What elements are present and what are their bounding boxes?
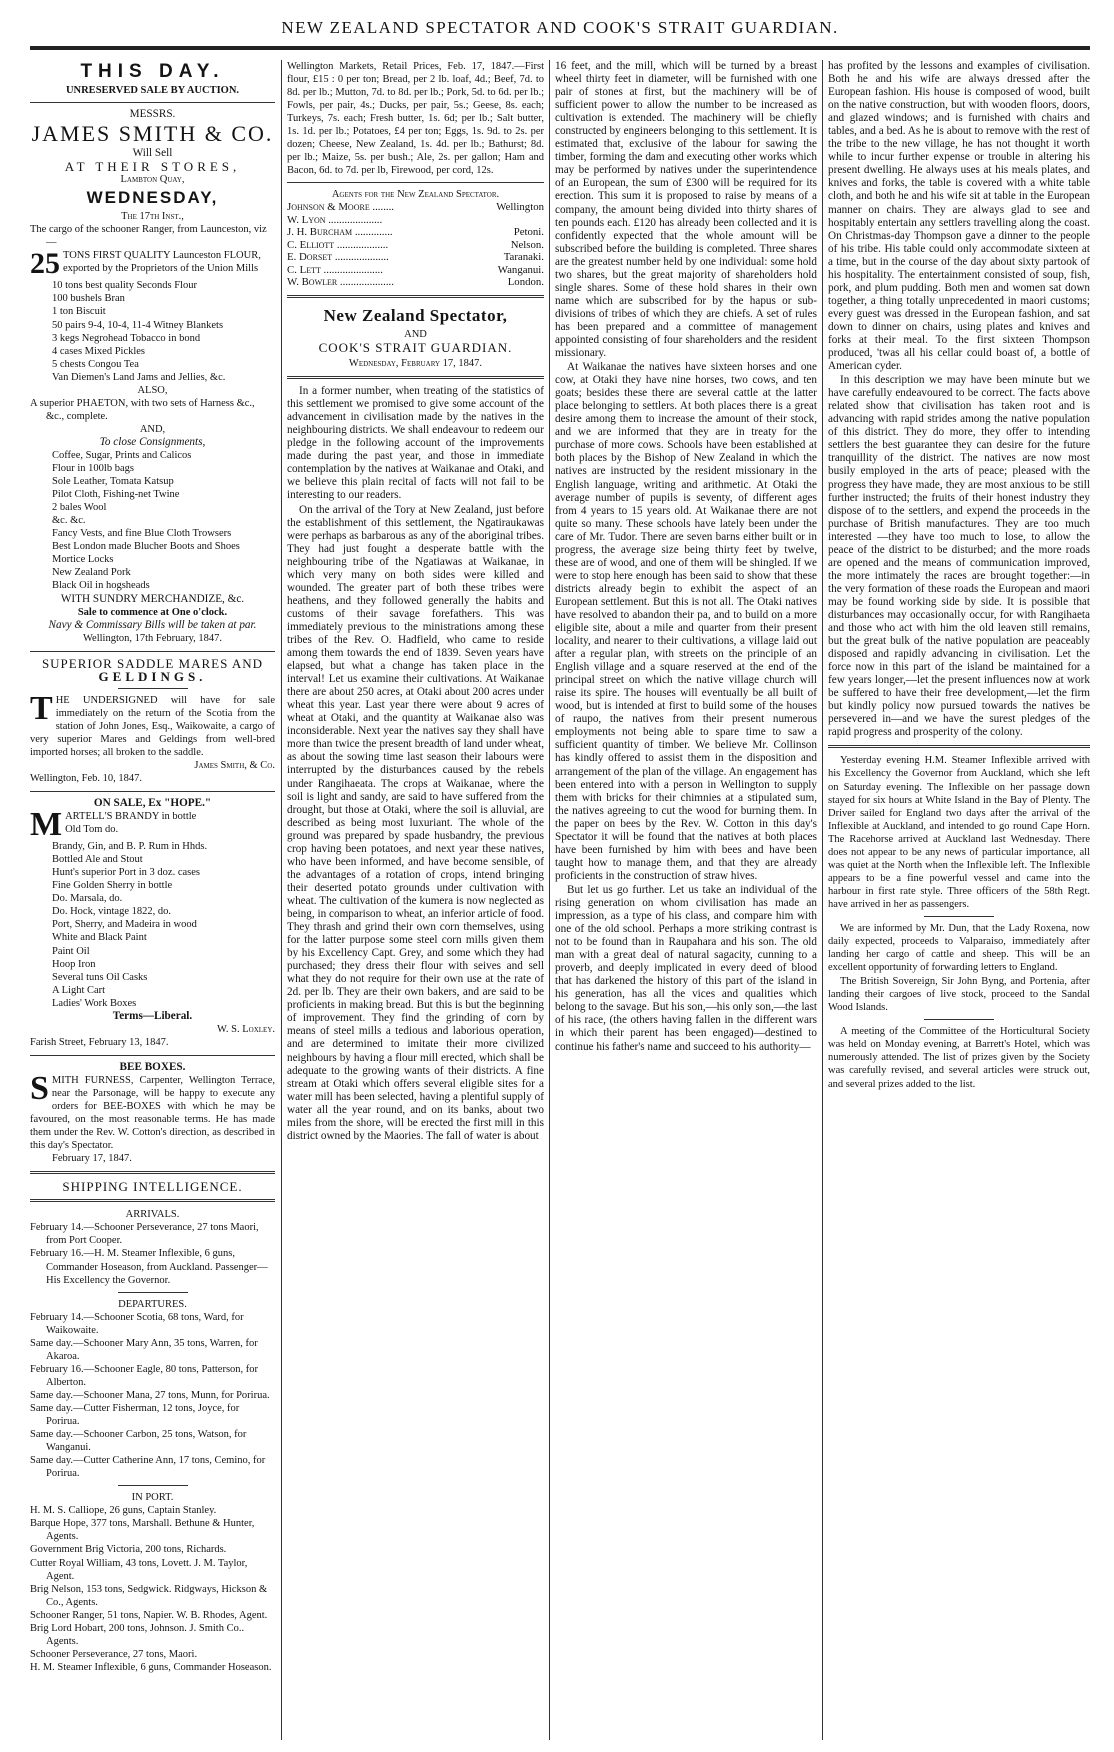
list-item: Ladies' Work Boxes bbox=[52, 997, 137, 1009]
departures-heading: DEPARTURES. bbox=[118, 1298, 187, 1310]
column-3 bbox=[555, 60, 817, 1740]
consignments: To close Consignments, bbox=[99, 435, 206, 448]
table-row: Johnson & Moore ........ Wellington bbox=[287, 201, 544, 214]
signature: W. S. Loxley. bbox=[216, 1023, 275, 1035]
saddle-advert bbox=[30, 657, 275, 785]
saddle-body: HE UNDERSIGNED will have for sale immediately on the return of the Scotia from the station of John Jones, Esq., Waikowaite, a cargo of very superior Mares and Geldings from well-bred imported horses; all broken to the saddle. bbox=[30, 694, 275, 758]
list-item: 1 ton Biscuit bbox=[52, 306, 106, 318]
this-day-heading: THIS DAY. bbox=[80, 61, 225, 82]
bee-title: BEE BOXES. bbox=[119, 1060, 186, 1073]
list-item: Schooner Perseverance, 27 tons, Maori. bbox=[30, 1648, 198, 1660]
list-item: Several tuns Oil Casks bbox=[52, 971, 148, 983]
list-item: Brig Lord Hobart, 200 tons, Johnson. J. Smith Co.. Agents. bbox=[30, 1622, 245, 1647]
masthead: NEW ZEALAND SPECTATOR AND COOK'S STRAIT GUARDIAN. bbox=[281, 18, 839, 37]
signature: James Smith, & Co. bbox=[194, 760, 275, 772]
news-paragraph: A meeting of the Committee of the Horticultural Society was held on Monday evening, at Barrett's Hotel, which was numerously attended. The list of prizes given by the Society was carefully revised, and several articles were struck out, and several prizes added to the list. bbox=[828, 1026, 1090, 1090]
paper-title: New Zealand Spectator, bbox=[323, 305, 508, 325]
column-1 bbox=[30, 60, 275, 1740]
list-item: Do. Hock, vintage 1822, do. bbox=[52, 906, 171, 918]
drop-cap: M bbox=[30, 810, 63, 841]
paper-and: AND bbox=[404, 328, 427, 340]
big-number: 25 bbox=[30, 249, 60, 280]
list-item: Fancy Vests, and fine Blue Cloth Trowsers bbox=[52, 528, 232, 540]
list-item: Fine Golden Sherry in bottle bbox=[52, 880, 173, 892]
list-item: Bottled Ale and Stout bbox=[52, 854, 143, 866]
article-paragraph: has profited by the lessons and examples of civilisation. Both he and his wife are always dressed after the European fashion. His house is composed of wood, built on the native construction, but with wooden floors, doors, and glazed windows; and is furnished with chairs and tables, and a bed. As he is about to remove with the rest of the tribe to the new village, he has not thought it worth while to incur further expense or trouble in altering his present dwelling. He always uses at his meals plates, and knives and forks, the table is covered with a white table cloth, and both he and his wife sit at table in the European manner on chairs. They are always glad to see and hospitably entertain any settlers travelling along the coast. On Christmas-day Thompson gave a dinner to the people of his tribe. His table could only accommodate sixteen at a time, but in the course of the day about sixty partook of his hospitality. The entertainment consisted of soup, fish, pork, and plum pudding. Both men and women sat down together, a thing totally unprecedented in maori customs; every guest was dressed in the European fashion, and sat down to dinner on chairs, using plates and knives and forks at their meal. To the first sixteen Thompson produced, 'twas all his cellar could boast of, a bottle of American cyder. bbox=[828, 60, 1090, 373]
list-item: Same day.—Schooner Mana, 27 tons, Munn, for Porirua. bbox=[30, 1389, 270, 1401]
list-item: 5 chests Congou Tea bbox=[52, 358, 139, 370]
article-paragraph: But let us go further. Let us take an individual of the rising generation on whom civilisation has made an impression, as a type of his class, and compare him with one of the old school. Perhaps a more striking contrast is not to be found than in Raupahara and his son. The old man with a great deal of natural sagacity, cunning to a proverb, and deeply implicated in every deed of blood that has darkened the history of this part of the island in his generation, has all the vices and qualities which belong to the savage. But his son,—his only son,—the last of his race, (the others having fallen in the different wars in which their parent has been engaged)—destined to continue his father's name and succeed to his authority— bbox=[555, 883, 817, 1053]
list-item: ARTELL'S BRANDY in bottle bbox=[65, 811, 197, 823]
news-paragraph: Yesterday evening H.M. Steamer Inflexible arrived with his Excellency the Governor from Auckland, which she left on Saturday evening. The Inflexible on her passage down stayed for six hours at White Island in the Bay of Plenty. The Driver sailed for England two days after the arrival of the Inflexible at Auckland, and intended to go round Cape Horn. The Racehorse arrived at Auckland last Wednesday. There does not appear to be any news of particular importance, all was quiet at the North when the Inflexible left. The Inflexible appears to be a fine powerful vessel and came into the harbour in first rate style. Three officers of the 58th Regt. have arrived in her as passengers. bbox=[828, 755, 1090, 910]
list-item: Flour in 100lb bags bbox=[52, 463, 134, 475]
list-item: Van Diemen's Land Jams and Jellies, &c. bbox=[52, 371, 226, 383]
list-item: Hoop Iron bbox=[52, 958, 96, 970]
list-item: H. M. S. Calliope, 26 guns, Captain Stanley. bbox=[30, 1505, 217, 1517]
list-item: A Light Cart bbox=[52, 984, 106, 996]
hope-title: ON SALE, Ex "HOPE." bbox=[93, 797, 212, 810]
dateline: Farish Street, February 13, 1847. bbox=[30, 1036, 169, 1048]
sale-time: Sale to commence at One o'clock. bbox=[77, 606, 228, 618]
article-paragraph: In this description we may have been minute but we have carefully endeavoured to be correct. The facts above related show that civilisation has taken root and is advancing with rapid strides among the native population of this district. They do more, they offer to intending settlers the best guarantee they can desire for the future tranquillity of the district. The natives are now most busily employed in the arts of peace; pleased with the progress they have made, they are most anxious to be still further instructed; the fruits of their honest industry they dispose of to the settlers, and expend the proceeds in the purchase of British manufactures. They are too much interested —they have too much to lose, to allow the peace of the district to be disturbed; and the more roads are opened and the means of communication improved, the more intimately the races are brought together:—in the very formation of these roads the European and maori may be found working side by side. It is possible that disturbances may occasionally occur, for with Rangihaeta and those who act with him the old leaven still remains, but the great bulk of the native population are peaceably disposed and rapidly advancing in civilisation. Let the force now in this part of the island be maintained for a few years longer,—let the present influences now at work be suffered to have their free development,—let the firm but kindly policy now pursued towards the natives be persevered in—and we have the surest pledges of the rapid progress and prosperity of the colony. bbox=[828, 374, 1090, 739]
firm-name: JAMES SMITH & CO. bbox=[31, 121, 274, 147]
unreserved-sale: UNRESERVED SALE BY AUCTION. bbox=[65, 85, 240, 96]
list-item: February 14.—Schooner Scotia, 68 tons, Ward, for Waikowaite. bbox=[30, 1311, 244, 1336]
shipping-intelligence bbox=[30, 1180, 275, 1674]
weekday: WEDNESDAY, bbox=[86, 188, 219, 208]
article-paragraph: At Waikanae the natives have sixteen horses and one cow, at Otaki they have nine horses, two cows, and ten goats; besides these there are several cattle at the latter place belonging to settlers. At both places there is a great desire among them to increase the amount of their stock, and we are informed that they are in treaty for the purchase of more cows. Schools have been established at both places by the Bishop of New Zealand in which the natives are instructed by the resident missionary in the English language, writing and arithmetic. At Otaki the average number of pupils is seventy, of different ages from 4 years to 15 years old. At Waikanae there are not quite so many. These schools have lately been under the care of Mr. Tudor. There are seven barns either built or in progress, the average size being thirty feet by twelve, these are of wood, and one of them will be shingled. If we were to stop here enough has been said to show that these districts already begin to exhibit the aspect of an European settlement. But this is not all. The Otaki natives have resolved to abandon their pa, and to build on a more eligible site, about a mile and quarter from their present locality, and nearer to their cultivations, a village laid out after a regular plan, with streets on the principle of an English village and a square reserved at the end of the principal street on which the native village church will raise its spire. The houses will eventually be all built of wood, but is intended at first to build some of the houses of raupo, the natives from their present numerous employments not being able to spare time to saw a sufficient quantity of timber. We believe Mr. Collinson has kindly offered to assist them in the disposition and arrangement of the plan of the village. An engagement has been entered into with a person in Wellington to supply them with bricks for their chimnies at a stipulated sum, the natives agreeing to cut the wood for burning them. In the paper on bees by the Rev. W. Cotton in this day's Spectator it will be found that the natives at both places have been furnished by him with bees and have been taught how to manage them, and that they are already proficients in the construction of straw hives. bbox=[555, 361, 817, 882]
list-item: White and Black Paint bbox=[52, 932, 147, 944]
list-item: 3 kegs Negrohead Tobacco in bond bbox=[52, 332, 201, 344]
column-2 bbox=[287, 60, 544, 1740]
list-item: Old Tom do. bbox=[65, 824, 119, 836]
column-divider bbox=[281, 60, 282, 1740]
flour-line: TONS FIRST QUALITY Launceston FLOUR, exported by the Proprietors of the Union Mills bbox=[63, 250, 261, 275]
consignment-list bbox=[30, 449, 275, 593]
drop-cap: T bbox=[30, 689, 53, 727]
article-paragraph: On the arrival of the Tory at New Zealand, just before the establishment of this settlement, the Ngatiraukawas were perhaps as barbarous as any of the aboriginal tribes. They had just fought a desperate battle with the neighbouring tribe of the Ngatiawas at Waikanae, in which very many on both sides were killed and wounded. The greater part of both these tribes were heathens, and they followed generally the habits and customs of their savage forefathers. This was immediately previous to the ministrations among these tribes of the Rev. O. Hadfield, who came to reside among them towards the end of 1839. Seven years have elapsed, but what a change has taken place in the interval! Let us examine their cultivations. At Waikanae there are about 250 acres, at Otaki about 200 acres under wheat this year. Last year there were about 9 acres of wheat at Otaki, and the quantity at Waikanae also was inconsiderable. Next year the natives say they shall have more than twice the present breadth of land under wheat, as about the sowing time last season their labours were interrupted by the disturbances caused by the rebels under Rangihaeata. The crops at Waikanae, where the soil is light and sandy, are said to have suffered from the drought, but those at Otaki, where the soil is alluvial, are described as being most luxuriant. The whole of the ground was prepared by spade husbandry, the previous crop having been potatoes, and next year these natives, who have been informed, and have become sensible, of the advantages of a rotation of crops, intend bringing their deserted potato grounds under cultivation with wheat. The cultivation of the kumera is now neglected as being, in comparison to wheat, an inferior article of food. They thrash and grind their own corn themselves, using for the latter purpose some steel corn mills given them by his Excellency Capt. Grey, and some which they had purchased; they dress their flour with seives and sell what they do not require for their own use at the rate of 2d. per lb. They are their own bakers, and are said to be proficients in making bread. But this is but the beginning of improvement. They find the grinding of corn by means of steel mills a tedious and laborious operation, and are determined to imitate their more civilized neighbours by having a flour mill erected, which shall be adequate to the growing wants of their districts. A fine stream at Otaki which offers several eligible sites for a water mill has been selected, having a plentiful supply of water all the year round, and on its banks, about two miles from the shore, will be erected the first mill in this district owned by the Maories. The fall of water is about bbox=[287, 503, 544, 1142]
column-divider bbox=[549, 60, 550, 1740]
bee-boxes-advert bbox=[30, 1061, 275, 1165]
drop-cap: S bbox=[30, 1069, 49, 1107]
list-item: 100 bushels Bran bbox=[52, 293, 125, 305]
saddle-title-2: GELDINGS. bbox=[98, 668, 207, 684]
in-port-heading: IN PORT. bbox=[131, 1492, 174, 1504]
market-prices: Wellington Markets, Retail Prices, Feb. 17, 1847.—First flour, £15 : 0 per ton; Bread, per 2 lb. loaf, 4d.; Beef, 7d. to 8d. per lb.; Mutton, 7d. to 8d. per lb.; Pork, 5d. to 6d. per lb.; Fowls, per pair, 4s.; Ducks, per pair, 5s.; Geese, 8s. each; Turkeys, 7s. each; Fresh butter, 1s. 6d; per lb.; Salt butter, 1s. 1d. per lb.; Potatoes, £4 per ton; Eggs, 1s. 9d. to 2s. per dozen; Cheese, New Zealand, 1s. 4d. per lb.; Bathurst; 8d. per lb.; Maize, 5s. per bush.; Ale, 2s. per gallon; Ham and Bacon, 6d. to 7d. per lb, Firewood, per cord, 12s. bbox=[287, 61, 544, 177]
table-row: E. Dorset .................... Taranaki. bbox=[287, 251, 544, 264]
list-item: Mortice Locks bbox=[52, 554, 114, 566]
table-row: J. H. Burcham .............. Petoni. bbox=[287, 226, 544, 239]
list-item: &c. &c. bbox=[52, 515, 86, 527]
list-item: Brig Nelson, 153 tons, Sedgwick. Ridgways, Hickson & Co., Agents. bbox=[30, 1583, 268, 1608]
list-item: Barque Hope, 377 tons, Marshall. Bethune & Hunter, Agents. bbox=[30, 1518, 255, 1543]
phaeton: A superior PHAETON, with two sets of Harness &c., &c., complete. bbox=[30, 397, 255, 422]
list-item: Coffee, Sugar, Prints and Calicos bbox=[52, 449, 192, 461]
hope-advert bbox=[30, 797, 275, 1049]
shipping-title: SHIPPING INTELLIGENCE. bbox=[62, 1179, 243, 1195]
and: AND, bbox=[139, 423, 166, 435]
list-item: Same day.—Schooner Carbon, 25 tons, Watson, for Wanganui. bbox=[30, 1429, 247, 1454]
masthead-rule bbox=[30, 46, 1090, 50]
also: ALSO, bbox=[137, 384, 168, 396]
list-item: Hunt's superior Port in 3 doz. cases bbox=[52, 867, 200, 879]
saddle-title: SUPERIOR SADDLE MARES AND bbox=[41, 655, 264, 671]
list-item: Pilot Cloth, Fishing-net Twine bbox=[52, 489, 180, 501]
list-item: H. M. Steamer Inflexible, 6 guns, Commander Hoseason. bbox=[30, 1661, 272, 1673]
list-item: February 16.—Schooner Eagle, 80 tons, Patterson, for Alberton. bbox=[30, 1363, 259, 1388]
news-paragraph: The British Sovereign, Sir John Byng, and Portenia, after landing their cargoes of live stock, proceed to the Sandal Wood Islands. bbox=[828, 976, 1090, 1014]
list-item: Cutter Royal William, 43 tons, Lovett. J. M. Taylor, Agent. bbox=[30, 1557, 248, 1582]
article-paragraph: In a former number, when treating of the statistics of this settlement we promised to give some account of the advancement in civilisation made by the natives in the neighbouring districts. We shall endeavour to redeem our pledge in the following account of the improvements made during the past year, and those in immediate contemplation by the natives at Waikanae and Otaki, and we believe this plain recital of facts will not fail to be interesting to our readers. bbox=[287, 385, 544, 502]
dateline: Wellington, 17th February, 1847. bbox=[82, 632, 223, 644]
list-item: 4 cases Mixed Pickles bbox=[52, 345, 146, 357]
list-item: Do. Marsala, do. bbox=[52, 893, 123, 905]
list-item: Same day.—Cutter Fisherman, 12 tons, Joyce, for Porirua. bbox=[30, 1402, 240, 1428]
article-paragraph: 16 feet, and the mill, which will be turned by a breast wheel thirty feet in diameter, will be furnished with one pair of stones at first, but the machinery will be of sufficient power to allow the number to be increased as cultivation is extended. The machinery will be chiefly constructed by engineers belonging to this settlement. It is estimated that, exclusive of the labour for sawing the timber, forming the dam and executing other works which may be performed by natives under the superintendence of an European, the sum of £300 will be required for its erection. This sum it is proposed to raise by means of a company, the amount being divided into thirty shares of ten pounds each. £120 has already been collected and it is confidently expected that the whole amount will be subscribed before the building is completed. Three shares are the greatest number held by one individual: some hold two shares, but the great majority of shareholders hold single shares. Some of these hold shares in their own name which are subscribed for by the hapus or sub-divisions of tribes of which they are chiefs. A set of rules has been prepared and a committee of management appointed consisting of four shareholders and the resident missionary. bbox=[555, 60, 817, 360]
list-item: 10 tons best quality Seconds Flour bbox=[52, 280, 197, 292]
table-row: C. Elliott ................... Nelson. bbox=[287, 238, 544, 251]
dateline: February 17, 1847. bbox=[52, 1153, 132, 1165]
list-item: Black Oil in hogsheads bbox=[52, 580, 150, 592]
table-row: W. Bowler .................... London. bbox=[287, 276, 544, 289]
list-item: February 14.—Schooner Perseverance, 27 tons Maori, from Port Cooper. bbox=[30, 1222, 259, 1247]
paper-subtitle: COOK'S STRAIT GUARDIAN. bbox=[318, 340, 513, 356]
list-item: Brandy, Gin, and B. P. Rum in Hhds. bbox=[52, 841, 208, 853]
stores: AT THEIR STORES, bbox=[64, 159, 241, 175]
list-item: Government Brig Victoria, 200 tons, Richards. bbox=[30, 1544, 227, 1556]
table-row: W. Lyon .................... bbox=[287, 213, 383, 226]
messrs: MESSRS. bbox=[129, 108, 176, 121]
terms: Terms—Liberal. bbox=[112, 1009, 193, 1022]
list-item: Port, Sherry, and Madeira in wood bbox=[52, 919, 197, 931]
table-row: C. Lett ...................... Wanganui. bbox=[287, 263, 544, 276]
cargo-line: The cargo of the schooner Ranger, from Launceston, viz — bbox=[30, 224, 267, 249]
column-4 bbox=[828, 60, 1090, 1740]
list-item: February 16.—H. M. Steamer Inflexible, 6 guns, Commander Hoseason, from Auckland. Passenger—His Excellency the Governor. bbox=[30, 1248, 268, 1286]
agents-table bbox=[287, 201, 544, 289]
dateline: Wellington, Feb. 10, 1847. bbox=[30, 773, 143, 785]
list-item: Paint Oil bbox=[52, 945, 90, 957]
will-sell: Will Sell bbox=[132, 147, 173, 160]
cargo-list bbox=[30, 279, 275, 383]
list-item: Best London made Blucher Boots and Shoes bbox=[52, 541, 240, 553]
sundry: WITH SUNDRY MERCHANDIZE, &c. bbox=[60, 592, 245, 605]
list-item: Sole Leather, Tomata Katsup bbox=[52, 476, 174, 488]
sale-date: The 17th Inst., bbox=[121, 211, 184, 223]
bills-note: Navy & Commissary Bills will be taken at par. bbox=[48, 618, 257, 631]
list-item: Same day.—Schooner Mary Ann, 35 tons, Warren, for Akaroa. bbox=[30, 1337, 258, 1362]
news-paragraph: We are informed by Mr. Dun, that the Lady Roxena, now daily expected, proceeds to Valparaiso, immediately after landing her cargo of cattle and sheep. This will be an excellent opportunity of forwarding letters to England. bbox=[828, 923, 1090, 974]
list-item: Same day.—Cutter Catherine Ann, 17 tons, Cemino, for Porirua. bbox=[30, 1455, 266, 1480]
quay: Lambton Quay, bbox=[120, 174, 185, 186]
bee-body: MITH FURNESS, Carpenter, Wellington Terrace, near the Parsonage, will be happy to execute any orders for BEE-BOXES with which he may be favoured, on the most reasonable terms. He has made them under the Rev. W. Cotton's direction, as described in this day's Spectator. bbox=[30, 1074, 275, 1152]
arrivals-heading: ARRIVALS. bbox=[125, 1209, 180, 1221]
list-item: New Zealand Pork bbox=[52, 567, 131, 579]
auction-advert bbox=[30, 60, 275, 645]
list-item: 2 bales Wool bbox=[52, 502, 107, 514]
agents-heading: Agents for the New Zealand Spectator. bbox=[331, 189, 500, 201]
list-item: Schooner Ranger, 51 tons, Napier. W. B. Rhodes, Agent. bbox=[30, 1609, 268, 1621]
column-divider bbox=[822, 60, 823, 1740]
paper-date: Wednesday, February 17, 1847. bbox=[348, 358, 483, 370]
list-item: 50 pairs 9-4, 10-4, 11-4 Witney Blankets bbox=[52, 319, 224, 331]
